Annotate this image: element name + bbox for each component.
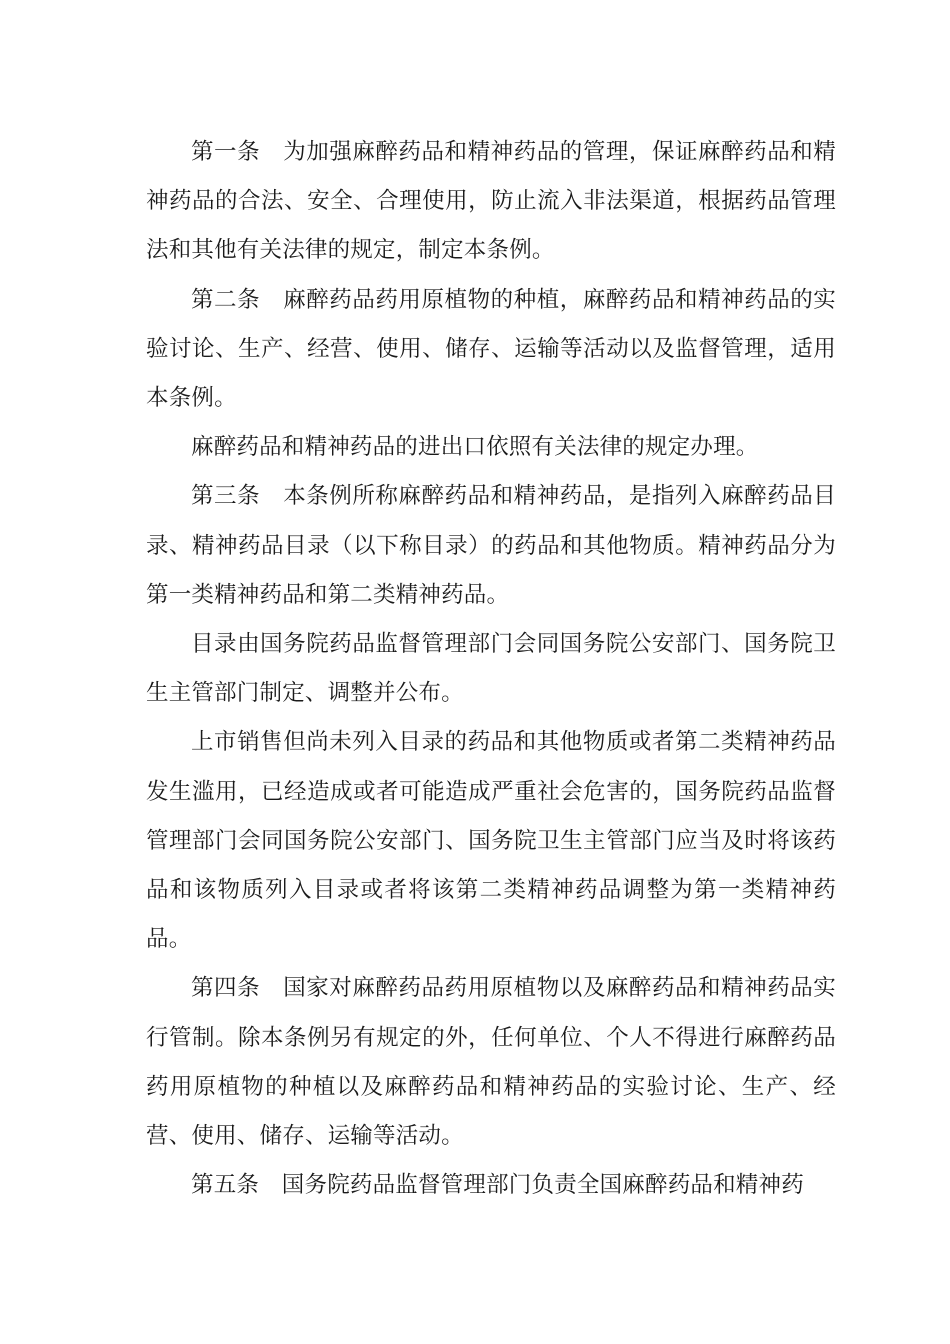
paragraph-article-4: 第四条 国家对麻醉药品药用原植物以及麻醉药品和精神药品实行管制。除本条例另有规定的外，任何单位、个人不得进行麻醉药品药用原植物的种植以及麻醉药品和精神药品的实验讨论、生产、经营、使用、储存、运输等活动。 <box>146 975 836 1150</box>
paragraph-article-2: 第二条 麻醉药品药用原植物的种植，麻醉药品和精神药品的实验讨论、生产、经营、使用、储存、运输等活动以及监督管理，适用本条例。 <box>146 286 836 412</box>
paragraph-article-5: 第五条 国务院药品监督管理部门负责全国麻醉药品和精神药 <box>191 1172 804 1199</box>
paragraph-article-3: 第三条 本条例所称麻醉药品和精神药品，是指列入麻醉药品目录、精神药品目录（以下称目录）的药品和其他物质。精神药品分为第一类精神药品和第二类精神药品。 <box>146 483 836 608</box>
paragraph-article-1: 第一条 为加强麻醉药品和精神药品的管理，保证麻醉药品和精神药品的合法、安全、合理使用，防止流入非法渠道，根据药品管理法和其他有关法律的规定，制定本条例。 <box>146 139 836 264</box>
paragraph-catalog: 目录由国务院药品监督管理部门会同国务院公安部门、国务院卫生主管部门制定、调整并公布。 <box>146 631 836 707</box>
paragraph-import-export: 麻醉药品和精神药品的进出口依照有关法律的规定办理。 <box>191 434 759 461</box>
paragraph-unlisted-drugs: 上市销售但尚未列入目录的药品和其他物质或者第二类精神药品发生滥用，已经造成或者可能造成严重社会危害的，国务院药品监督管理部门会同国务院公安部门、国务院卫生主管部门应当及时将该药品和该物质列入目录或者将该第二类精神药品调整为第一类精神药品。 <box>146 729 836 953</box>
document-body <box>146 128 836 1210</box>
